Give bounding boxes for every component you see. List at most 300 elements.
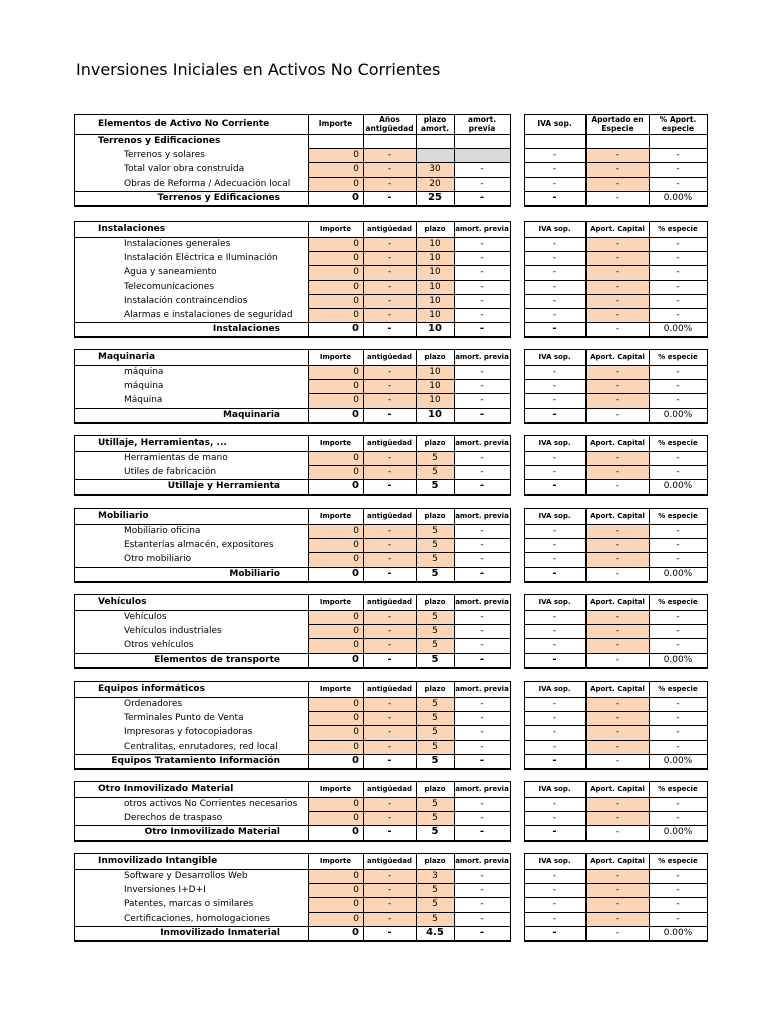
cell-antiguedad: -: [387, 395, 392, 406]
section-title: Vehículos: [98, 597, 147, 607]
cell-aport: -: [615, 381, 620, 392]
cell-antiguedad: -: [387, 281, 392, 292]
total-importe: 0: [352, 191, 359, 203]
cell-pct: -: [676, 253, 680, 264]
total-antiguedad: -: [387, 926, 392, 938]
column-header-plazo: plazo: [424, 785, 446, 793]
cell-plazo: 5: [432, 799, 438, 809]
cell-aport: -: [615, 178, 620, 189]
table-border: [74, 853, 511, 942]
cell-antiguedad: -: [387, 540, 392, 551]
cell-amort: -: [480, 453, 484, 463]
cell-aport: -: [615, 885, 620, 896]
section-total-label: Utillaje y Herramienta: [167, 481, 280, 492]
grid-line: [586, 336, 708, 337]
column-header-plazo: amort.: [420, 124, 450, 133]
cell-amort: -: [480, 310, 484, 320]
column-header-plazo: plazo: [424, 685, 446, 693]
row-label: Software y Desarrollos Web: [124, 871, 248, 881]
cell-amort: -: [480, 813, 484, 824]
row-label: Impresoras y fotocopiadoras: [124, 727, 253, 738]
total-plazo: 5: [431, 653, 439, 665]
cell-amort: -: [480, 799, 484, 809]
table-border: [586, 594, 708, 669]
cell-aport: -: [615, 713, 620, 724]
table-border: [524, 594, 586, 669]
column-header-plazo: plazo: [424, 512, 446, 520]
cell-iva: -: [552, 467, 557, 478]
column-header-importe: Importe: [319, 353, 352, 361]
cell-antiguedad: -: [387, 150, 392, 161]
grid-line: [74, 667, 511, 668]
cell-plazo: 5: [432, 554, 438, 565]
cell-antiguedad: -: [387, 913, 392, 924]
cell-pct: -: [676, 267, 680, 278]
cell-aport: -: [615, 540, 620, 551]
column-header-pct: % especie: [658, 598, 698, 606]
column-header-plazo: plazo: [424, 857, 446, 865]
table-border: [524, 221, 586, 338]
total-pct: 0.00%: [663, 568, 693, 579]
column-header-aport: Aport. Capital: [590, 685, 645, 693]
cell-iva: -: [552, 626, 557, 637]
cell-pct: -: [676, 295, 680, 306]
total-amort: -: [479, 567, 485, 579]
total-antiguedad: -: [387, 653, 392, 665]
grid-line: [74, 336, 511, 337]
row-label: Máquina: [124, 395, 163, 406]
grid-line: [74, 494, 511, 495]
cell-importe: 0: [353, 626, 359, 637]
cell-importe: 0: [353, 281, 359, 292]
row-label: Patentes, marcas o similares: [124, 899, 254, 910]
cell-aport: -: [615, 281, 620, 292]
cell-antiguedad: -: [387, 239, 392, 249]
cell-antiguedad: -: [387, 310, 392, 320]
total-plazo: 10: [428, 408, 442, 420]
column-header-importe: Importe: [319, 598, 352, 606]
cell-antiguedad: -: [387, 626, 392, 637]
cell-aport: -: [615, 727, 620, 738]
table-border: [524, 681, 586, 770]
cell-plazo: 5: [432, 626, 438, 637]
table-border: [524, 781, 586, 842]
total-amort: -: [479, 926, 485, 938]
total-aport: -: [615, 192, 620, 203]
row-label: Otro mobiliario: [124, 554, 192, 565]
table-border: [74, 221, 511, 338]
cell-iva: -: [552, 178, 557, 189]
cell-antiguedad: -: [387, 253, 392, 264]
total-antiguedad: -: [387, 323, 392, 335]
grid-line: [586, 581, 708, 582]
section-total-label: Maquinaria: [222, 409, 280, 420]
cell-amort: -: [480, 885, 484, 896]
section-table: [74, 853, 707, 942]
row-label: Instalación contraincendios: [124, 295, 248, 306]
table-border: [524, 853, 586, 942]
cell-iva: -: [552, 885, 557, 896]
total-aport: -: [615, 409, 620, 420]
cell-antiguedad: -: [387, 899, 392, 910]
row-label: Derechos de traspaso: [124, 813, 223, 824]
cell-antiguedad: -: [387, 699, 392, 709]
column-header-pct: % Aport.: [659, 115, 697, 124]
cell-plazo: 5: [432, 453, 438, 463]
section-total-label: Terrenos y Edificaciones: [157, 192, 280, 203]
cell-pct: -: [676, 813, 680, 824]
cell-pct: -: [676, 540, 680, 551]
grid-line: [586, 940, 708, 941]
cell-importe: 0: [353, 310, 359, 320]
total-iva: -: [552, 480, 557, 492]
table-border: [586, 349, 708, 424]
cell-iva: -: [552, 741, 557, 752]
grid-line: [74, 840, 511, 841]
cell-amort: -: [480, 267, 484, 278]
cell-iva: -: [552, 164, 557, 175]
cell-importe: 0: [353, 239, 359, 249]
table-border: [586, 508, 708, 583]
column-header-iva: IVA sop.: [538, 685, 571, 693]
cell-plazo: 5: [432, 727, 438, 738]
cell-antiguedad: -: [387, 713, 392, 724]
total-antiguedad: -: [387, 480, 392, 492]
cell-plazo: 10: [429, 295, 441, 306]
section-title: Terrenos y Edificaciones: [98, 136, 221, 146]
grid-line: [524, 581, 586, 582]
cell-pct: -: [676, 367, 680, 377]
cell-importe: 0: [353, 295, 359, 306]
total-amort: -: [479, 653, 485, 665]
cell-pct: -: [676, 640, 680, 651]
total-pct: 0.00%: [663, 324, 693, 335]
table-border: [74, 681, 511, 770]
column-header-amort: amort. previa: [455, 685, 509, 693]
table-border: [74, 781, 511, 842]
cell-iva: -: [552, 295, 557, 306]
column-header-iva: IVA sop.: [538, 225, 571, 233]
cell-plazo: 10: [429, 310, 441, 320]
column-header-plazo: plazo: [424, 598, 446, 606]
total-plazo: 25: [428, 191, 442, 203]
total-iva: -: [552, 653, 557, 665]
cell-plazo: 5: [432, 899, 438, 910]
grid-line: [586, 840, 708, 841]
cell-aport: -: [615, 467, 620, 478]
cell-pct: -: [676, 239, 680, 249]
column-header-antiguedad: antigüedad: [367, 353, 412, 361]
section-total-label: Otro Inmovilizado Material: [144, 827, 280, 838]
cell-importe: 0: [353, 178, 359, 189]
cell-iva: -: [552, 367, 557, 377]
column-header-antiguedad: antigüedad: [367, 512, 412, 520]
table-border: [524, 508, 586, 583]
cell-iva: -: [552, 899, 557, 910]
column-header-antiguedad: antigüedad: [367, 225, 412, 233]
cell-importe: 0: [353, 164, 359, 175]
cell-plazo: 5: [432, 612, 438, 622]
cell-pct: -: [676, 453, 680, 463]
table-border: [74, 594, 511, 669]
column-header-importe: Importe: [319, 439, 352, 447]
cell-amort: -: [480, 899, 484, 910]
cell-importe: 0: [353, 554, 359, 565]
cell-antiguedad: -: [387, 612, 392, 622]
table-border: [74, 349, 511, 424]
cell-antiguedad: -: [387, 813, 392, 824]
grid-line: [74, 205, 511, 206]
table-border: [586, 853, 708, 942]
cell-iva: -: [552, 540, 557, 551]
cell-iva: -: [552, 713, 557, 724]
cell-pct: -: [676, 164, 680, 175]
total-plazo: 5: [431, 567, 439, 579]
cell-aport: -: [615, 150, 620, 161]
grid-line: [586, 422, 708, 423]
row-label: máquina: [124, 381, 164, 392]
row-label: Mobiliario oficina: [124, 526, 201, 536]
row-label: Vehículos: [124, 612, 167, 622]
row-label: Telecomunicaciones: [124, 281, 215, 292]
cell-aport: -: [615, 640, 620, 651]
cell-amort: -: [480, 626, 484, 637]
total-pct: 0.00%: [663, 481, 693, 492]
column-header-pct: % especie: [658, 439, 698, 447]
total-amort: -: [479, 826, 485, 838]
cell-iva: -: [552, 699, 557, 709]
grid-line: [524, 667, 586, 668]
column-header-antiguedad: Años: [379, 115, 400, 124]
cell-aport: -: [615, 871, 620, 881]
cell-pct: -: [676, 526, 680, 536]
column-header-importe: Importe: [319, 857, 352, 865]
cell-aport: -: [615, 899, 620, 910]
column-header-aport: Aport. Capital: [590, 598, 645, 606]
section-table: [74, 508, 707, 583]
total-plazo: 10: [428, 323, 442, 335]
cell-amort: -: [480, 727, 484, 738]
total-antiguedad: -: [387, 754, 392, 766]
cell-amort: -: [480, 612, 484, 622]
column-header-importe: Importe: [319, 785, 352, 793]
total-pct: 0.00%: [663, 409, 693, 420]
cell-plazo: 5: [432, 640, 438, 651]
row-label: Estanterías almacén, expositores: [124, 540, 274, 551]
column-header-iva: IVA sop.: [537, 119, 572, 128]
cell-antiguedad: -: [387, 164, 392, 175]
column-header-aport: Aport. Capital: [590, 857, 645, 865]
row-label: Vehículos industriales: [124, 626, 222, 637]
row-label: Instalación Eléctrica e Iluminación: [124, 253, 278, 264]
section-column-header: Elementos de Activo No Corriente: [98, 119, 270, 129]
row-label: Certificaciones, homologaciones: [124, 913, 270, 924]
column-header-iva: IVA sop.: [538, 785, 571, 793]
section-title: Utillaje, Herramientas, ...: [98, 438, 227, 448]
cell-importe: 0: [353, 540, 359, 551]
cell-pct: -: [676, 612, 680, 622]
cell-importe: 0: [353, 395, 359, 406]
cell-amort: -: [480, 540, 484, 551]
cell-pct: -: [676, 885, 680, 896]
cell-importe: 0: [353, 871, 359, 881]
row-label: Centralitas, enrutadores, red local: [124, 741, 278, 752]
cell-aport: -: [615, 267, 620, 278]
column-header-amort: amort. previa: [455, 225, 509, 233]
grid-line: [586, 667, 708, 668]
cell-pct: -: [676, 799, 680, 809]
cell-iva: -: [552, 813, 557, 824]
table-border: [74, 114, 511, 207]
cell-amort: -: [480, 699, 484, 709]
column-header-amort: amort. previa: [455, 439, 509, 447]
column-header-antiguedad: antigüedad: [367, 598, 412, 606]
total-importe: 0: [352, 826, 359, 838]
cell-iva: -: [552, 395, 557, 406]
section-table: [74, 681, 707, 770]
cell-plazo: 10: [429, 253, 441, 264]
cell-antiguedad: -: [387, 467, 392, 478]
total-aport: -: [615, 827, 620, 838]
cell-importe: 0: [353, 526, 359, 536]
cell-antiguedad: -: [387, 727, 392, 738]
cell-iva: -: [552, 239, 557, 249]
column-header-pct: % especie: [658, 353, 698, 361]
cell-iva: -: [552, 727, 557, 738]
cell-aport: -: [615, 741, 620, 752]
section-table: [74, 781, 707, 842]
cell-plazo: 5: [432, 713, 438, 724]
section-total-label: Inmovilizado Inmaterial: [160, 927, 280, 938]
total-aport: -: [615, 755, 620, 766]
table-border: [524, 435, 586, 496]
cell-importe: 0: [353, 150, 359, 161]
column-header-importe: Importe: [319, 225, 352, 233]
cell-iva: -: [552, 526, 557, 536]
cell-pct: -: [676, 150, 680, 161]
total-aport: -: [615, 927, 620, 938]
cell-aport: -: [615, 395, 620, 406]
section-table: [74, 221, 707, 338]
total-amort: -: [479, 754, 485, 766]
cell-aport: -: [615, 813, 620, 824]
cell-amort: -: [480, 253, 484, 264]
cell-pct: -: [676, 310, 680, 320]
total-plazo: 5: [431, 480, 439, 492]
total-aport: -: [615, 654, 620, 665]
column-header-amort: amort. previa: [455, 785, 509, 793]
section-total-label: Instalaciones: [212, 324, 280, 335]
total-importe: 0: [352, 653, 359, 665]
total-plazo: 4.5: [426, 926, 444, 938]
cell-plazo: 5: [432, 540, 438, 551]
row-label: Alarmas e instalaciones de seguridad: [124, 310, 293, 320]
cell-plazo: 5: [432, 913, 438, 924]
cell-pct: -: [676, 626, 680, 637]
cell-iva: -: [552, 150, 557, 161]
cell-plazo: 10: [429, 367, 441, 377]
cell-plazo: 5: [432, 885, 438, 896]
total-amort: -: [479, 408, 485, 420]
total-aport: -: [615, 568, 620, 579]
column-header-antiguedad: antigüedad: [367, 785, 412, 793]
cell-importe: 0: [353, 267, 359, 278]
cell-aport: -: [615, 367, 620, 377]
cell-pct: -: [676, 178, 680, 189]
column-header-iva: IVA sop.: [538, 439, 571, 447]
total-pct: 0.00%: [663, 927, 693, 938]
section-total-label: Elementos de transporte: [154, 654, 280, 665]
cell-pct: -: [676, 913, 680, 924]
cell-pct: -: [676, 899, 680, 910]
column-header-amort: amort. previa: [455, 353, 509, 361]
total-importe: 0: [352, 926, 359, 938]
cell-pct: -: [676, 554, 680, 565]
total-iva: -: [552, 567, 557, 579]
total-pct: 0.00%: [663, 192, 693, 203]
column-header-pct: especie: [661, 124, 695, 133]
total-amort: -: [479, 480, 485, 492]
column-header-aport: Especie: [601, 124, 634, 133]
cell-importe: 0: [353, 612, 359, 622]
row-label: Terminales Punto de Venta: [124, 713, 244, 724]
section-title: Maquinaria: [98, 352, 156, 362]
cell-antiguedad: -: [387, 526, 392, 536]
row-label: Terrenos y solares: [124, 150, 205, 161]
cell-pct: -: [676, 871, 680, 881]
cell-plazo: 5: [432, 813, 438, 824]
grid-line: [524, 336, 586, 337]
grid-line: [524, 494, 586, 495]
cell-amort: -: [480, 467, 484, 478]
section-title: Inmovilizado Intangible: [98, 856, 218, 866]
section-title: Mobiliario: [98, 511, 149, 521]
total-iva: -: [552, 754, 557, 766]
total-importe: 0: [352, 408, 359, 420]
total-importe: 0: [352, 567, 359, 579]
cell-pct: -: [676, 741, 680, 752]
grid-line: [74, 768, 511, 769]
row-label: otros activos No Corrientes necesarios: [124, 799, 298, 809]
total-importe: 0: [352, 480, 359, 492]
page-title: Inversiones Iniciales en Activos No Corrientes: [76, 60, 441, 79]
column-header-iva: IVA sop.: [538, 598, 571, 606]
row-label: Otros vehículos: [124, 640, 194, 651]
table-border: [524, 349, 586, 424]
section-title: Otro Inmovilizado Material: [98, 784, 234, 794]
table-border: [74, 508, 511, 583]
column-header-plazo: plazo: [424, 225, 446, 233]
total-plazo: 5: [431, 826, 439, 838]
cell-aport: -: [615, 239, 620, 249]
cell-iva: -: [552, 640, 557, 651]
row-label: Instalaciones generales: [124, 239, 231, 249]
cell-plazo: 10: [429, 381, 441, 392]
cell-antiguedad: -: [387, 871, 392, 881]
grid-line: [74, 422, 511, 423]
cell-amort: -: [480, 713, 484, 724]
column-header-pct: % especie: [658, 785, 698, 793]
cell-antiguedad: -: [387, 741, 392, 752]
total-pct: 0.00%: [663, 755, 693, 766]
cell-plazo: 5: [432, 741, 438, 752]
cell-antiguedad: -: [387, 554, 392, 565]
row-label: Ordenadores: [124, 699, 183, 709]
total-plazo: 5: [431, 754, 439, 766]
cell-importe: 0: [353, 381, 359, 392]
section-table: [74, 594, 707, 669]
cell-importe: 0: [353, 799, 359, 809]
